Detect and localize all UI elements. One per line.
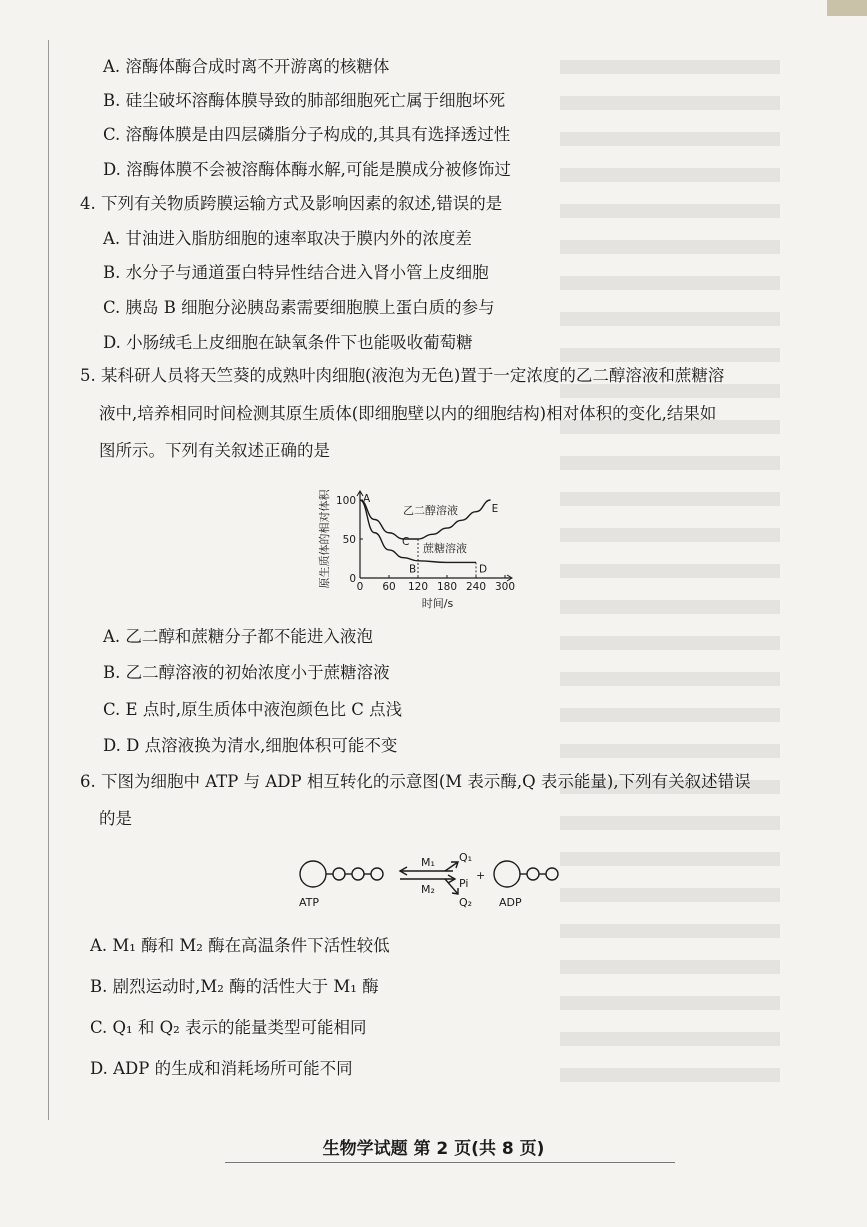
q6-option-a: A. M₁ 酶和 M₂ 酶在高温条件下活性较低 (90, 936, 390, 955)
page-corner-shadow (827, 0, 867, 16)
x-tick-label: 240 (465, 581, 487, 593)
atp-adp-diagram (295, 850, 560, 912)
q5-option-d: D. D 点溶液换为清水,细胞体积可能不变 (103, 736, 398, 755)
atp-adenosine-circle (300, 861, 326, 887)
q5-stem-line3: 图所示。下列有关叙述正确的是 (99, 441, 330, 460)
x-tick-label: 60 (382, 581, 396, 593)
adp-adenosine-circle (494, 861, 520, 887)
q4-option-a: A. 甘油进入脂肪细胞的速率取决于膜内外的浓度差 (103, 229, 472, 248)
y-axis-label: 原生质体的相对体积 (318, 489, 331, 589)
point-label-b: B (409, 563, 417, 576)
x-tick-label: 180 (436, 581, 458, 593)
q1-label: Q₁ (459, 851, 473, 864)
adp-phosphate-1 (527, 868, 539, 880)
point-label-e: E (491, 502, 499, 515)
pi-label: Pi (459, 877, 469, 890)
q3-option-d: D. 溶酶体膜不会被溶酶体酶水解,可能是膜成分被修饰过 (103, 160, 511, 179)
plus-sign: + (476, 869, 486, 882)
q6-stem-line1: 6. 下图为细胞中 ATP 与 ADP 相互转化的示意图(M 表示酶,Q 表示能量),下列有关叙述错误 (80, 772, 751, 791)
left-margin-rule (48, 40, 49, 1120)
q2-label: Q₂ (459, 896, 473, 909)
point-label-d: D (479, 563, 488, 576)
q3-option-b: B. 硅尘破坏溶酶体膜导致的肺部细胞死亡属于细胞坏死 (103, 91, 506, 110)
q6-option-c: C. Q₁ 和 Q₂ 表示的能量类型可能相同 (90, 1018, 367, 1037)
q6-stem-line2: 的是 (99, 809, 132, 828)
x-tick-label: 0 (356, 581, 364, 593)
y-tick-label: 100 (335, 495, 356, 507)
point-label-a: A (363, 493, 371, 505)
atp-phosphate-1 (333, 868, 345, 880)
atp-phosphate-2 (352, 868, 364, 880)
x-axis-label: 时间/s (421, 597, 454, 610)
m1-label: M₁ (421, 856, 435, 869)
x-tick-label: 300 (494, 581, 516, 593)
m2-label: M₂ (421, 883, 435, 896)
q5-option-b: B. 乙二醇溶液的初始浓度小于蔗糖溶液 (103, 663, 390, 682)
y-tick-label: 50 (342, 534, 356, 546)
q5-stem-line2: 液中,培养相同时间检测其原生质体(即细胞壁以内的细胞结构)相对体积的变化,结果如 (99, 404, 717, 423)
q4-stem: 4. 下列有关物质跨膜运输方式及影响因素的叙述,错误的是 (80, 194, 503, 213)
q5-stem-line1: 5. 某科研人员将天竺葵的成熟叶肉细胞(液泡为无色)置于一定浓度的乙二醇溶液和蔗糖溶 (80, 366, 725, 385)
q5-option-c: C. E 点时,原生质体中液泡颜色比 C 点浅 (103, 700, 403, 719)
q3-option-c: C. 溶酶体膜是由四层磷脂分子构成的,其具有选择透过性 (103, 125, 511, 144)
q4-option-c: C. 胰岛 B 细胞分泌胰岛素需要细胞膜上蛋白质的参与 (103, 298, 495, 317)
adp-label: ADP (499, 896, 522, 909)
atp-label: ATP (299, 896, 320, 909)
atp-phosphate-3 (371, 868, 383, 880)
bleed-through-texture (560, 60, 780, 1090)
footer-rule (225, 1162, 675, 1163)
point-label-c: C (402, 536, 410, 548)
series-label-0: 乙二醇溶液 (403, 504, 458, 517)
q3-option-a: A. 溶酶体酶合成时离不开游离的核糖体 (103, 57, 390, 76)
page-footer: 生物学试题 第 2 页(共 8 页) (322, 1139, 545, 1159)
q6-option-b: B. 剧烈运动时,M₂ 酶的活性大于 M₁ 酶 (90, 977, 379, 996)
series-label-1: 蔗糖溶液 (423, 542, 467, 555)
adp-phosphate-2 (546, 868, 558, 880)
q4-option-d: D. 小肠绒毛上皮细胞在缺氧条件下也能吸收葡萄糖 (103, 333, 473, 352)
q6-option-d: D. ADP 的生成和消耗场所可能不同 (90, 1059, 353, 1078)
x-tick-label: 120 (407, 581, 429, 593)
q5-option-a: A. 乙二醇和蔗糖分子都不能进入液泡 (103, 627, 373, 646)
y-tick-label: 0 (349, 573, 356, 585)
protoplast-volume-chart (315, 478, 525, 613)
q4-option-b: B. 水分子与通道蛋白特异性结合进入肾小管上皮细胞 (103, 263, 489, 282)
